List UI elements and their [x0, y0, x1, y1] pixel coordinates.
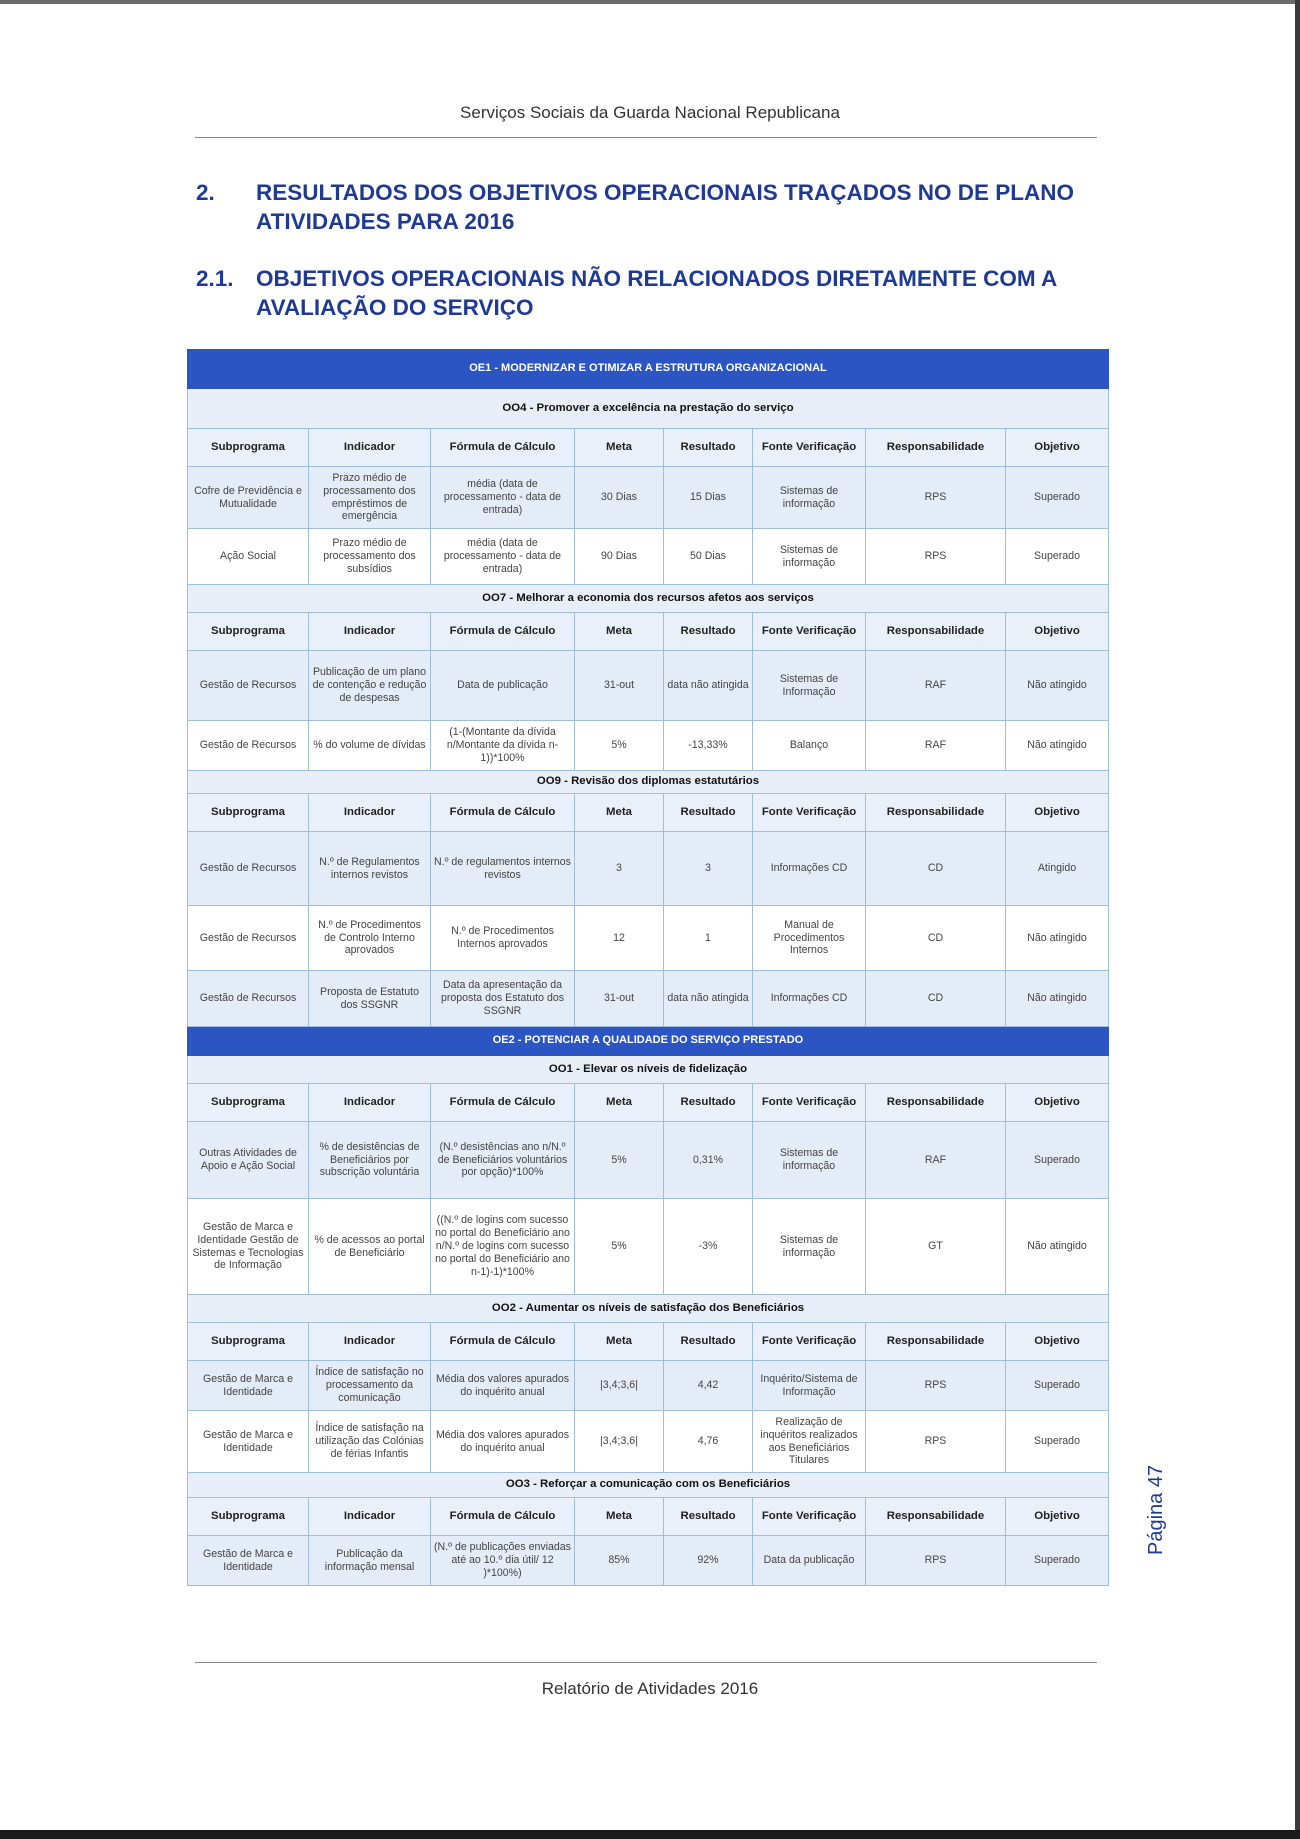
cell-meta: 3	[575, 832, 664, 906]
cell-fonte: Sistemas de Informação	[753, 651, 866, 721]
cell-resultado: data não atingida	[664, 651, 753, 721]
cell-subprograma: Gestão de Recursos	[188, 651, 309, 721]
cell-objetivo: Superado	[1006, 467, 1109, 529]
column-header-subprograma: Subprograma	[188, 1323, 309, 1361]
column-header-meta: Meta	[575, 1323, 664, 1361]
cell-responsabilidade: CD	[866, 906, 1006, 971]
header-rule	[195, 137, 1097, 138]
cell-subprograma: Ação Social	[188, 529, 309, 585]
cell-meta: 5%	[575, 721, 664, 771]
page-number: Página 47	[1145, 1464, 1167, 1555]
cell-subprograma: Gestão de Recursos	[188, 971, 309, 1027]
heading-number: 2.	[196, 180, 215, 205]
cell-resultado: 1	[664, 906, 753, 971]
cell-subprograma: Gestão de Marca e Identidade	[188, 1411, 309, 1473]
cell-responsabilidade: RAF	[866, 1122, 1006, 1199]
operational-objective-title: OO1 - Elevar os níveis de fidelização	[188, 1056, 1109, 1084]
cell-objetivo: Não atingido	[1006, 721, 1109, 771]
cell-meta: 31-out	[575, 651, 664, 721]
column-header-meta: Meta	[575, 1084, 664, 1122]
column-header-responsabilidade: Responsabilidade	[866, 794, 1006, 832]
cell-indicador: N.º de Procedimentos de Controlo Interno aprovados	[309, 906, 431, 971]
column-header-meta: Meta	[575, 794, 664, 832]
column-header-responsabilidade: Responsabilidade	[866, 1084, 1006, 1122]
table-row	[188, 651, 1109, 721]
column-header-subprograma: Subprograma	[188, 1084, 309, 1122]
cell-resultado: 0,31%	[664, 1122, 753, 1199]
column-header-subprograma: Subprograma	[188, 1498, 309, 1536]
cell-responsabilidade: RPS	[866, 1536, 1006, 1586]
cell-resultado: data não atingida	[664, 971, 753, 1027]
cell-objetivo: Não atingido	[1006, 651, 1109, 721]
cell-fonte: Sistemas de informação	[753, 529, 866, 585]
column-header-objetivo: Objetivo	[1006, 1323, 1109, 1361]
cell-formula: Média dos valores apurados do inquérito anual	[431, 1411, 575, 1473]
column-header-meta: Meta	[575, 429, 664, 467]
cell-indicador: % de desistências de Beneficiários por subscrição voluntária	[309, 1122, 431, 1199]
cell-fonte: Sistemas de informação	[753, 1199, 866, 1295]
cell-subprograma: Gestão de Recursos	[188, 832, 309, 906]
cell-fonte: Inquérito/Sistema de Informação	[753, 1361, 866, 1411]
column-header-formula: Fórmula de Cálculo	[431, 429, 575, 467]
cell-formula: (N.º desistências ano n/N.º de Beneficiários voluntários por opção)*100%	[431, 1122, 575, 1199]
column-header-resultado: Resultado	[664, 1498, 753, 1536]
column-header-responsabilidade: Responsabilidade	[866, 613, 1006, 651]
strategic-objective-row	[188, 350, 1109, 389]
cell-fonte: Data da publicação	[753, 1536, 866, 1586]
cell-indicador: Prazo médio de processamento dos empréstimos de emergência	[309, 467, 431, 529]
table-row	[188, 529, 1109, 585]
cell-resultado: 4,76	[664, 1411, 753, 1473]
cell-subprograma: Outras Atividades de Apoio e Ação Social	[188, 1122, 309, 1199]
column-header-subprograma: Subprograma	[188, 794, 309, 832]
column-header-objetivo: Objetivo	[1006, 1084, 1109, 1122]
cell-formula: média (data de processamento - data de entrada)	[431, 467, 575, 529]
cell-formula: Data de publicação	[431, 651, 575, 721]
column-header-resultado: Resultado	[664, 429, 753, 467]
cell-formula: ((N.º de logins com sucesso no portal do Beneficiário ano n/N.º de logins com sucesso no portal do Beneficiário ano n-1)-1)*100%	[431, 1199, 575, 1295]
cell-resultado: 3	[664, 832, 753, 906]
cell-fonte: Balanço	[753, 721, 866, 771]
cell-objetivo: Não atingido	[1006, 1199, 1109, 1295]
cell-objetivo: Não atingido	[1006, 971, 1109, 1027]
running-header: Serviços Sociais da Guarda Nacional Republicana	[460, 103, 840, 122]
operational-objective-row	[188, 1056, 1109, 1084]
table-row	[188, 1536, 1109, 1586]
cell-meta: |3,4;3,6|	[575, 1361, 664, 1411]
cell-responsabilidade: RPS	[866, 1411, 1006, 1473]
heading-line: AVALIAÇÃO DO SERVIÇO	[256, 295, 534, 320]
cell-responsabilidade: GT	[866, 1199, 1006, 1295]
column-header-formula: Fórmula de Cálculo	[431, 1323, 575, 1361]
cell-resultado: 50 Dias	[664, 529, 753, 585]
operational-objective-title: OO7 - Melhorar a economia dos recursos afetos aos serviços	[188, 585, 1109, 613]
cell-responsabilidade: CD	[866, 971, 1006, 1027]
column-header-indicador: Indicador	[309, 794, 431, 832]
column-header-objetivo: Objetivo	[1006, 429, 1109, 467]
operational-objective-title: OO2 - Aumentar os níveis de satisfação dos Beneficiários	[188, 1295, 1109, 1323]
cell-responsabilidade: RPS	[866, 1361, 1006, 1411]
cell-meta: 5%	[575, 1199, 664, 1295]
column-header-indicador: Indicador	[309, 429, 431, 467]
heading-line: ATIVIDADES PARA 2016	[256, 209, 515, 234]
cell-resultado: 4,42	[664, 1361, 753, 1411]
cell-indicador: Publicação de um plano de contenção e redução de despesas	[309, 651, 431, 721]
table-row	[188, 832, 1109, 906]
cell-fonte: Sistemas de informação	[753, 467, 866, 529]
column-header-resultado: Resultado	[664, 613, 753, 651]
cell-formula: (N.º de publicações enviadas até ao 10.º dia útil/ 12 )*100%)	[431, 1536, 575, 1586]
column-header-fonte: Fonte Verificação	[753, 429, 866, 467]
column-header-objetivo: Objetivo	[1006, 794, 1109, 832]
operational-objective-title: OO3 - Reforçar a comunicação com os Beneficiários	[188, 1473, 1109, 1498]
cell-responsabilidade: RAF	[866, 721, 1006, 771]
cell-objetivo: Superado	[1006, 1411, 1109, 1473]
cell-formula: Data da apresentação da proposta dos Estatuto dos SSGNR	[431, 971, 575, 1027]
cell-objetivo: Superado	[1006, 529, 1109, 585]
column-header-fonte: Fonte Verificação	[753, 1498, 866, 1536]
cell-indicador: % de acessos ao portal de Beneficiário	[309, 1199, 431, 1295]
operational-objective-row	[188, 389, 1109, 429]
column-header-meta: Meta	[575, 1498, 664, 1536]
running-footer: Relatório de Atividades 2016	[541, 1679, 759, 1698]
heading-line: RESULTADOS DOS OBJETIVOS OPERACIONAIS TRAÇADOS NO DE PLANO	[256, 180, 1074, 205]
table-row	[188, 971, 1109, 1027]
table-row	[188, 721, 1109, 771]
table-row	[188, 906, 1109, 971]
operational-objective-row	[188, 771, 1109, 794]
column-header-formula: Fórmula de Cálculo	[431, 794, 575, 832]
table-row	[188, 1361, 1109, 1411]
column-header-row	[188, 429, 1109, 467]
column-header-indicador: Indicador	[309, 1084, 431, 1122]
column-header-indicador: Indicador	[309, 613, 431, 651]
column-header-fonte: Fonte Verificação	[753, 1084, 866, 1122]
cell-responsabilidade: RPS	[866, 467, 1006, 529]
cell-indicador: Proposta de Estatuto dos SSGNR	[309, 971, 431, 1027]
cell-fonte: Realização de inquéritos realizados aos Beneficiários Titulares	[753, 1411, 866, 1473]
column-header-resultado: Resultado	[664, 1323, 753, 1361]
cell-resultado: -3%	[664, 1199, 753, 1295]
table-row	[188, 1411, 1109, 1473]
column-header-formula: Fórmula de Cálculo	[431, 1084, 575, 1122]
operational-objective-title: OO4 - Promover a excelência na prestação do serviço	[188, 389, 1109, 429]
column-header-fonte: Fonte Verificação	[753, 613, 866, 651]
operational-objective-row	[188, 585, 1109, 613]
cell-subprograma: Cofre de Previdência e Mutualidade	[188, 467, 309, 529]
table-row	[188, 1122, 1109, 1199]
column-header-indicador: Indicador	[309, 1323, 431, 1361]
cell-fonte: Sistemas de informação	[753, 1122, 866, 1199]
cell-meta: 31-out	[575, 971, 664, 1027]
cell-formula: média (data de processamento - data de entrada)	[431, 529, 575, 585]
page-edge-right	[1295, 0, 1300, 1839]
operational-objective-row	[188, 1295, 1109, 1323]
cell-subprograma: Gestão de Marca e Identidade	[188, 1536, 309, 1586]
cell-fonte: Manual de Procedimentos Internos	[753, 906, 866, 971]
column-header-resultado: Resultado	[664, 794, 753, 832]
cell-meta: 90 Dias	[575, 529, 664, 585]
cell-objetivo: Não atingido	[1006, 906, 1109, 971]
cell-indicador: % do volume de dívidas	[309, 721, 431, 771]
cell-formula: N.º de Procedimentos Internos aprovados	[431, 906, 575, 971]
strategic-objective-title: OE1 - MODERNIZAR E OTIMIZAR A ESTRUTURA ORGANIZACIONAL	[188, 350, 1109, 389]
cell-resultado: 92%	[664, 1536, 753, 1586]
column-header-formula: Fórmula de Cálculo	[431, 1498, 575, 1536]
column-header-subprograma: Subprograma	[188, 613, 309, 651]
column-header-fonte: Fonte Verificação	[753, 794, 866, 832]
column-header-resultado: Resultado	[664, 1084, 753, 1122]
column-header-subprograma: Subprograma	[188, 429, 309, 467]
column-header-formula: Fórmula de Cálculo	[431, 613, 575, 651]
cell-objetivo: Superado	[1006, 1536, 1109, 1586]
page-edge-bottom	[0, 1830, 1300, 1839]
column-header-meta: Meta	[575, 613, 664, 651]
cell-meta: 30 Dias	[575, 467, 664, 529]
cell-resultado: 15 Dias	[664, 467, 753, 529]
strategic-objective-title: OE2 - POTENCIAR A QUALIDADE DO SERVIÇO PRESTADO	[188, 1027, 1109, 1056]
operational-objective-title: OO9 - Revisão dos diplomas estatutários	[188, 771, 1109, 794]
cell-responsabilidade: RPS	[866, 529, 1006, 585]
heading-number: 2.1.	[196, 266, 234, 291]
column-header-row	[188, 613, 1109, 651]
cell-meta: 12	[575, 906, 664, 971]
operational-objective-row	[188, 1473, 1109, 1498]
operational-objectives-table	[187, 349, 1109, 1586]
column-header-responsabilidade: Responsabilidade	[866, 1498, 1006, 1536]
cell-indicador: Publicação da informação mensal	[309, 1536, 431, 1586]
column-header-row	[188, 794, 1109, 832]
page-edge-top	[0, 0, 1300, 4]
column-header-row	[188, 1084, 1109, 1122]
cell-objetivo: Atingido	[1006, 832, 1109, 906]
cell-formula: N.º de regulamentos internos revistos	[431, 832, 575, 906]
cell-indicador: Índice de satisfação na utilização das Colónias de férias Infantis	[309, 1411, 431, 1473]
cell-indicador: N.º de Regulamentos internos revistos	[309, 832, 431, 906]
column-header-fonte: Fonte Verificação	[753, 1323, 866, 1361]
cell-fonte: Informações CD	[753, 832, 866, 906]
cell-responsabilidade: RAF	[866, 651, 1006, 721]
column-header-objetivo: Objetivo	[1006, 613, 1109, 651]
cell-meta: |3,4;3,6|	[575, 1411, 664, 1473]
cell-formula: Média dos valores apurados do inquérito anual	[431, 1361, 575, 1411]
cell-objetivo: Superado	[1006, 1361, 1109, 1411]
cell-meta: 5%	[575, 1122, 664, 1199]
cell-subprograma: Gestão de Recursos	[188, 721, 309, 771]
strategic-objective-row	[188, 1027, 1109, 1056]
heading-line: OBJETIVOS OPERACIONAIS NÃO RELACIONADOS DIRETAMENTE COM A	[256, 266, 1058, 291]
cell-subprograma: Gestão de Marca e Identidade	[188, 1361, 309, 1411]
cell-subprograma: Gestão de Marca e Identidade Gestão de Sistemas e Tecnologias de Informação	[188, 1199, 309, 1295]
cell-indicador: Prazo médio de processamento dos subsídios	[309, 529, 431, 585]
column-header-row	[188, 1498, 1109, 1536]
cell-subprograma: Gestão de Recursos	[188, 906, 309, 971]
cell-objetivo: Superado	[1006, 1122, 1109, 1199]
cell-fonte: Informações CD	[753, 971, 866, 1027]
cell-resultado: -13,33%	[664, 721, 753, 771]
column-header-indicador: Indicador	[309, 1498, 431, 1536]
column-header-responsabilidade: Responsabilidade	[866, 1323, 1006, 1361]
column-header-objetivo: Objetivo	[1006, 1498, 1109, 1536]
footer-rule	[195, 1662, 1097, 1663]
cell-indicador: Índice de satisfação no processamento da comunicação	[309, 1361, 431, 1411]
column-header-row	[188, 1323, 1109, 1361]
column-header-responsabilidade: Responsabilidade	[866, 429, 1006, 467]
table-row	[188, 1199, 1109, 1295]
table-row	[188, 467, 1109, 529]
cell-meta: 85%	[575, 1536, 664, 1586]
cell-responsabilidade: CD	[866, 832, 1006, 906]
cell-formula: (1-(Montante da dívida n/Montante da dívida n-1))*100%	[431, 721, 575, 771]
